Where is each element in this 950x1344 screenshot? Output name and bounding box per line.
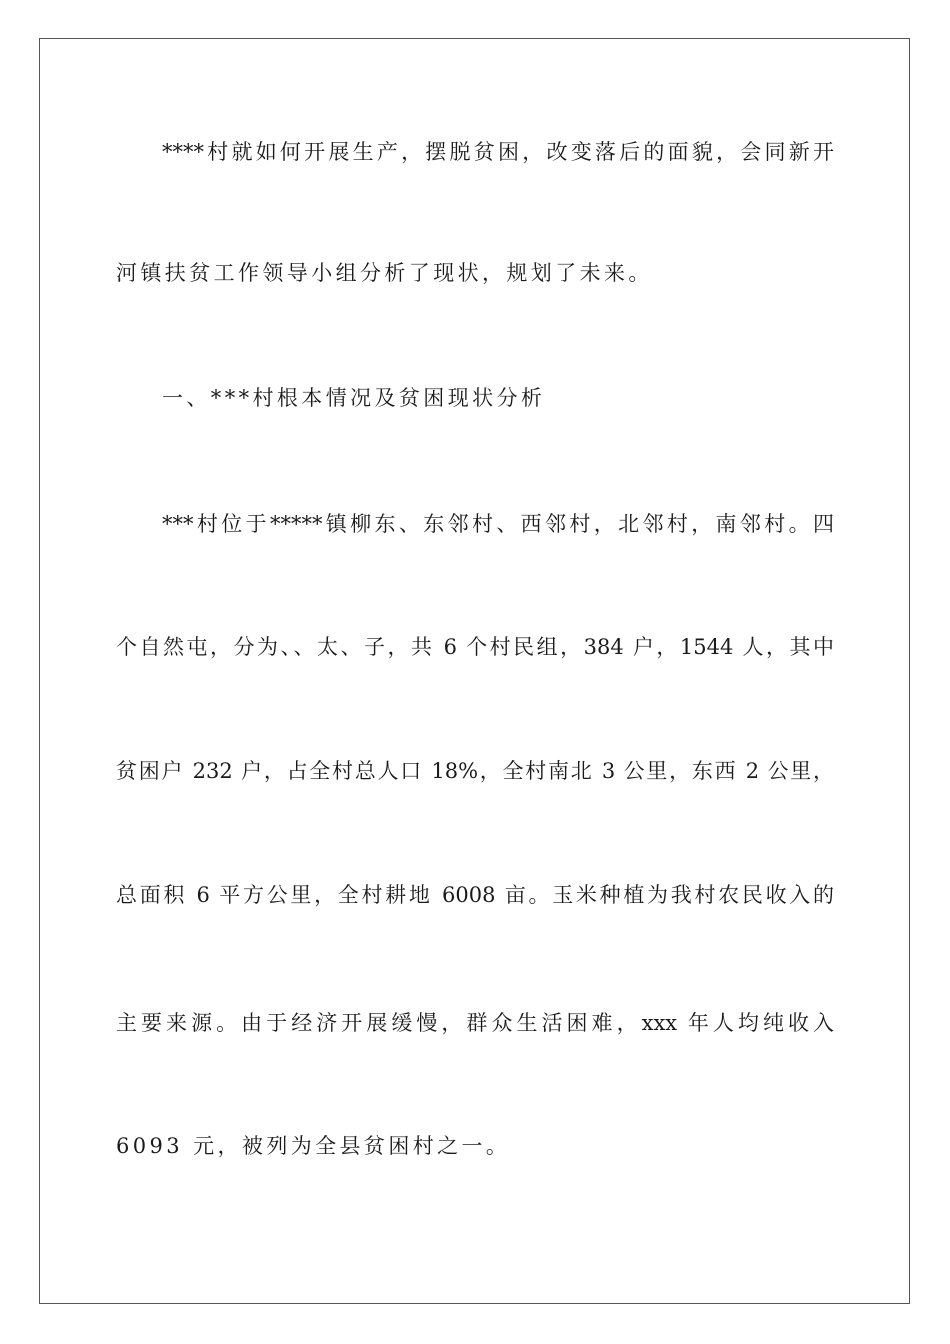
paragraph-2-line-4: 总面积 6 平方公里，全村耕地 6008 亩。玉米种植为我村农民收入的	[116, 883, 834, 907]
paragraph-2-line-5: 主要来源。由于经济开展缓慢，群众生活困难，xxx 年人均纯收入	[116, 1011, 834, 1035]
paragraph-1-line-2: 河镇扶贫工作领导小组分析了现状，规划了未来。	[116, 261, 653, 285]
paragraph-2-line-6: 6093 元，被列为全县贫困村之一。	[116, 1134, 511, 1158]
paragraph-2-line-1: ***村位于*****镇柳东、东邻村、西邻村，北邻村，南邻村。四	[162, 512, 834, 536]
paragraph-1-line-1: ****村就如何开展生产，摆脱贫困，改变落后的面貌，会同新开	[162, 140, 834, 164]
paragraph-2-line-2: 个自然屯，分为、、太、子，共 6 个村民组，384 户，1544 人，其中	[116, 635, 834, 659]
section-heading: 一、***村根本情况及贫困现状分析	[162, 386, 546, 410]
paragraph-2-line-3: 贫困户 232 户，占全村总人口 18%，全村南北 3 公里，东西 2 公里，	[116, 759, 834, 783]
page-border	[39, 38, 910, 1304]
